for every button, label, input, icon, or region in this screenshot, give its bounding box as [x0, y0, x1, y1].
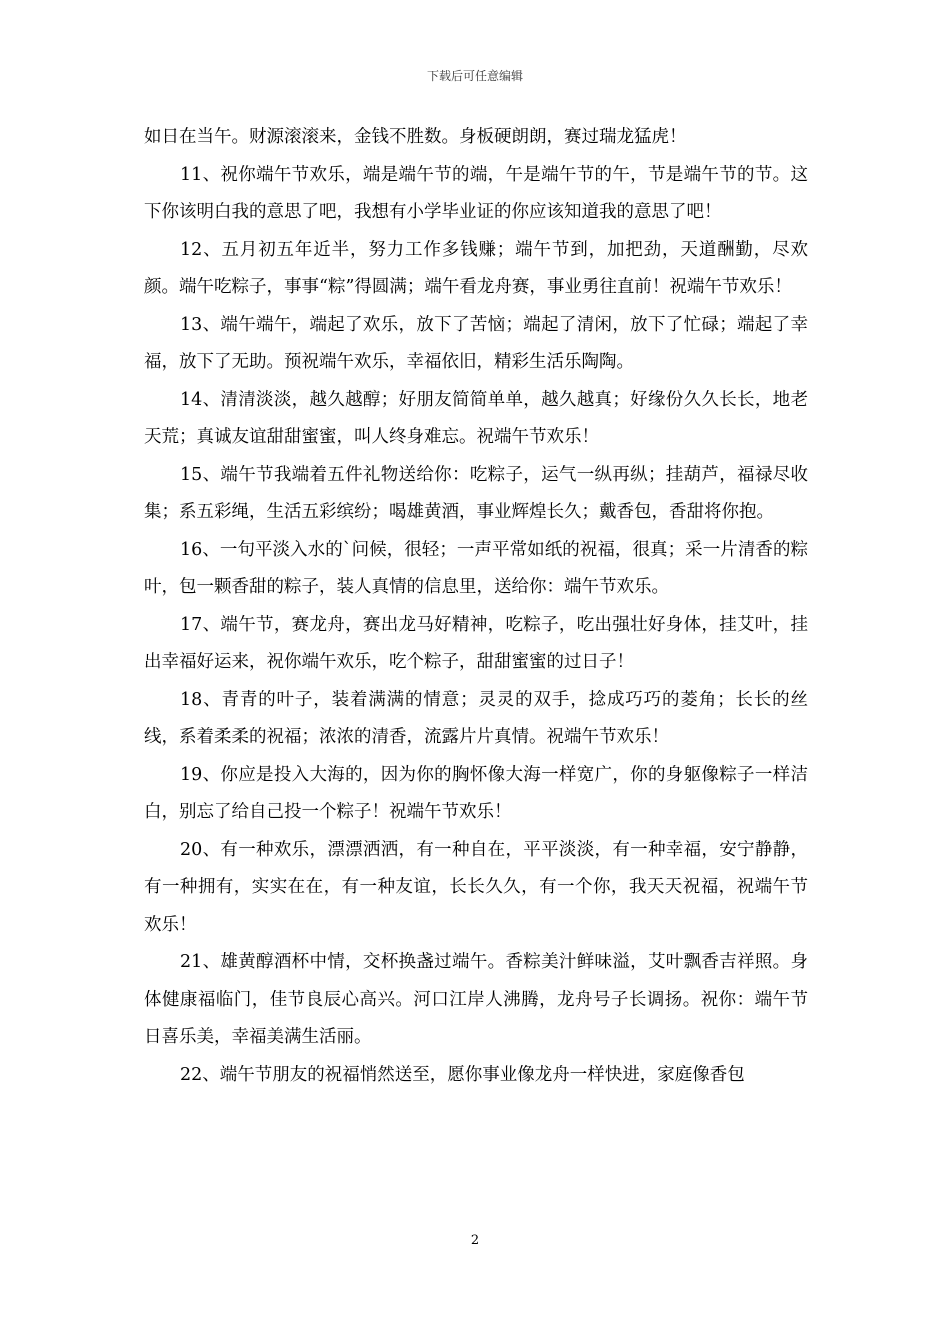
- paragraph-19: 19、你应是投入大海的，因为你的胸怀像大海一样宽广，你的身躯像粽子一样洁白，别忘了给自己投一个粽子！祝端午节欢乐！: [144, 764, 808, 822]
- paragraph-20: 20、有一种欢乐，漂漂洒洒，有一种自在，平平淡淡，有一种幸福，安宁静静，有一种拥有，实实在在，有一种友谊，长长久久，有一个你，我天天祝福，祝端午节欢乐！: [144, 839, 808, 935]
- page-number: 2: [470, 1233, 480, 1248]
- page-header: 下载后可任意编辑: [426, 69, 523, 83]
- paragraph-16: 16、一句平淡入水的`问候，很轻；一声平常如纸的祝福，很真；采一片清香的粽叶，包一颗香甜的粽子，装人真情的信息里，送给你：端午节欢乐。: [144, 539, 808, 597]
- paragraph-22: 22、端午节朋友的祝福悄然送至，愿你事业像龙舟一样快进，家庭像香包: [180, 1064, 745, 1085]
- paragraph-continuation: 如日在当午。财源滚滚来，金钱不胜数。身板硬朗朗，赛过瑞龙猛虎！: [144, 127, 687, 147]
- paragraph-17: 17、端午节，赛龙舟，赛出龙马好精神，吃粽子，吃出强壮好身体，挂艾叶，挂出幸福好运来，祝你端午欢乐，吃个粽子，甜甜蜜蜜的过日子！: [144, 614, 808, 672]
- paragraph-13: 13、端午端午，端起了欢乐，放下了苦恼；端起了清闲，放下了忙碌；端起了幸福，放下了无助。预祝端午欢乐，幸福依旧，精彩生活乐陶陶。: [144, 314, 808, 372]
- paragraph-11: 11、祝你端午节欢乐，端是端午节的端，午是端午节的午，节是端午节的节。这下你该明白我的意思了吧，我想有小学毕业证的你应该知道我的意思了吧！: [144, 164, 808, 222]
- paragraph-21: 21、雄黄醇酒杯中情，交杯换盏过端午。香粽美汁鲜味溢，艾叶飘香吉祥照。身体健康福临门，佳节良辰心高兴。河口江岸人沸腾，龙舟号子长调扬。祝你：端午节日喜乐美，幸福美满生活丽。: [144, 952, 808, 1047]
- paragraph-15: 15、端午节我端着五件礼物送给你：吃粽子，运气一纵再纵；挂葫芦，福禄尽收集；系五彩绳，生活五彩缤纷；喝雄黄酒，事业辉煌长久；戴香包，香甜将你抱。: [144, 464, 808, 522]
- document-body: [144, 119, 808, 1094]
- paragraph-18: 18、青青的叶子，装着满满的情意；灵灵的双手，捻成巧巧的菱角；长长的丝线，系着柔柔的祝福；浓浓的清香，流露片片真情。祝端午节欢乐！: [144, 689, 808, 747]
- paragraph-14: 14、清清淡淡，越久越醇；好朋友简简单单，越久越真；好缘份久久长长，地老天荒；真诚友谊甜甜蜜蜜，叫人终身难忘。祝端午节欢乐！: [144, 389, 808, 447]
- paragraph-12: 12、五月初五年近半，努力工作多钱赚；端午节到，加把劲，天道酬勤，尽欢颜。端午吃粽子，事事“粽”得圆满；端午看龙舟赛，事业勇往直前！祝端午节欢乐！: [144, 239, 808, 297]
